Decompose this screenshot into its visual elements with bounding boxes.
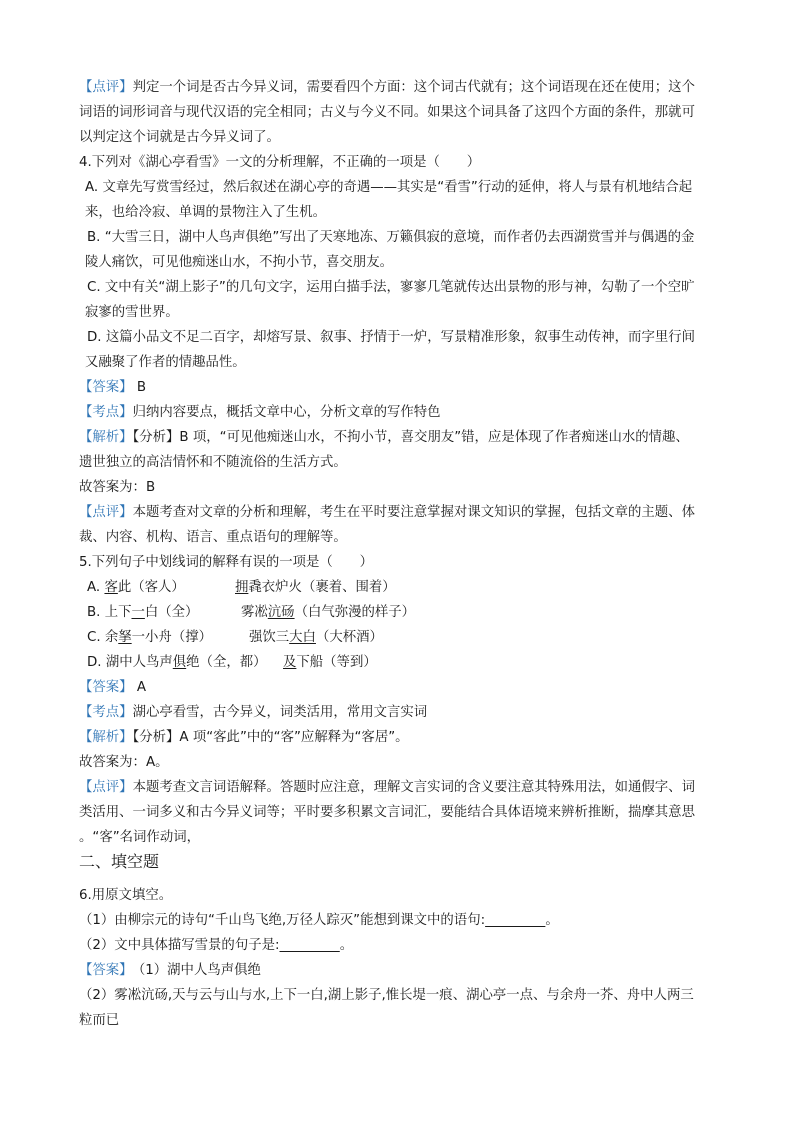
q4-point: 【考点】归纳内容要点，概括文章中心，分析文章的写作特色 [79,405,441,420]
q4-option-b-line-2: 陵人痛饮，可见他痴迷山水，不拘小节，喜交朋友。 [85,255,393,270]
analysis-tag: 【解析】 [79,730,133,745]
blank-1 [485,911,545,931]
underlined-word: 俱 [172,655,187,670]
q5-option-a-left: A. 客此（客人） [87,580,185,595]
q5-option-b [87,603,415,623]
q4-comment-line-1: 【点评】本题考查对文章的分析和理解，考生在平时要注意掌握对课文知识的掌握，包括文章的主题、体 [79,505,695,520]
q5-option-c-right: 强饮三大白（大杯酒） [249,630,383,645]
q5-comment-line-1: 【点评】本题考查文言词语解释。答题时应注意，理解文言实词的含义要注意其特殊用法，如通假字、词 [79,780,695,795]
q5-option-c [87,628,383,648]
q3-comment-line-1: 【点评】判定一个词是否古今异义词，需要看四个方面：这个词古代就有；这个词语现在还在使用；这个 [79,80,695,95]
q5-option-a-right: 拥毳衣炉火（裹着、围着） [235,580,396,595]
q5-point: 【考点】湖心亭看雪，古今异义，词类活用，常用文言实词 [79,705,428,720]
q4-analysis-line-1: 【解析】【分析】B 项，“可见他痴迷山水，不拘小节，喜交朋友”错，应是体现了作者痴迷山水的情趣、 [79,430,689,445]
q4-comment-line-2: 裁、内容、机构、语言、重点语句的理解等。 [79,530,347,545]
comment-tag: 【点评】 [79,505,133,520]
blank-2 [280,936,340,956]
q4-option-a-line-1: A. 文章先写赏雪经过，然后叙述在湖心亭的奇遇——其实是“看雪”行动的延伸，将人与景有机地结合起 [85,180,693,195]
q5-stem: 5.下列句子中划线词的解释有误的一项是（ ） [79,555,373,570]
q4-option-c-line-2: 寂寥的雪世界。 [85,305,179,320]
q4-analysis-line-2: 遗世独立的高洁情怀和不随流俗的生活方式。 [79,455,347,470]
q3-comment-line-2: 词语的词形词音与现代汉语的完全相同；古义与今义不同。如果这个词具备了这四个方面的条件，那就可 [79,105,695,120]
q5-option-d [87,653,377,673]
q4-option-b-line-1: B. “大雪三日，湖中人鸟声俱绝”写出了天寒地冻、万籁俱寂的意境，而作者仍去西湖赏雪并与偶遇的金 [87,230,695,245]
q5-comment-line-2: 类活用、一词多义和古今异义词等；平时要多积累文言词汇，要能结合具体语境来辨析推断，揣摩其意思 [79,805,695,820]
q4-stem: 4.下列对《湖心亭看雪》一文的分析理解，不正确的一项是（ ） [79,155,481,170]
q5-answer: 【答案】 A [79,680,146,695]
point-tag: 【考点】 [79,405,133,420]
q5-option-d-right: 及下船（等到） [283,655,377,670]
underlined-word: 大白 [289,630,316,645]
q6-sub-2: （2）文中具体描写雪景的句子是: 。 [79,936,353,956]
q5-option-b-right: 雾凇沆砀（白气弥漫的样子） [241,605,416,620]
comment-tag: 【点评】 [79,80,133,95]
q5-option-a [87,578,396,598]
q3-comment-line-3: 以判定这个词就是古今异义词了。 [79,130,280,145]
analysis-tag: 【解析】 [79,430,133,445]
q6-answer-1: 【答案】 （1）湖中人鸟声俱绝 [79,963,261,978]
q6-sub-1: （1）由柳宗元的诗句“千山鸟飞绝,万径人踪灭”能想到课文中的语句: 。 [79,911,559,931]
underlined-word: 客 [104,580,118,595]
q6-answer-2-line-1: （2）雾凇沆砀,天与云与山与水,上下一白,湖上影子,惟长堤一痕、湖心亭一点、与余舟一芥、舟中人两三 [79,988,694,1003]
q5-option-b-left: B. 上下一白（全） [87,605,199,620]
underlined-word: 及 [283,655,297,670]
q5-option-c-left: C. 余拏一小舟（撑） [87,630,212,645]
point-tag: 【考点】 [79,705,133,720]
q6-stem: 6.用原文填空。 [79,888,173,903]
comment-tag: 【点评】 [79,780,133,795]
answer-tag: 【答案】 [79,963,133,978]
q5-option-d-left: D. 湖中人鸟声俱绝（全，都） [87,655,267,670]
underlined-word: 一 [131,605,145,620]
q4-answer: 【答案】 B [79,380,147,395]
underlined-word: 拥 [235,580,249,595]
underlined-word: 拏 [118,630,132,645]
q4-option-a-line-2: 来，也给冷寂、单调的景物注入了生机。 [85,205,327,220]
underlined-word: 沆砀 [267,605,295,620]
q5-comment-line-3: 。“客”名词作动词， [79,830,200,845]
answer-tag: 【答案】 [79,680,133,695]
answer-tag: 【答案】 [79,380,133,395]
q4-final-answer: 故答案为：B [79,480,156,495]
q5-final-answer: 故答案为：A。 [79,755,169,770]
q4-option-d-line-1: D. 这篇小品文不足二百字，却熔写景、叙事、抒情于一炉，写景精准形象，叙事生动传神，而字里行间 [87,330,696,345]
q6-answer-2-line-2: 粒而已 [79,1013,120,1028]
q4-option-c-line-1: C. 文中有关“湖上影子”的几句文字，运用白描手法，寥寥几笔就传达出景物的形与神，勾勒了一个空旷 [87,280,695,295]
q4-option-d-line-2: 又融聚了作者的情趣品性。 [85,355,246,370]
q5-analysis: 【解析】【分析】A 项“客此”中的“客”应解释为“客居”。 [79,730,409,745]
section-heading-fill-in: 二、填空题 [79,852,160,871]
